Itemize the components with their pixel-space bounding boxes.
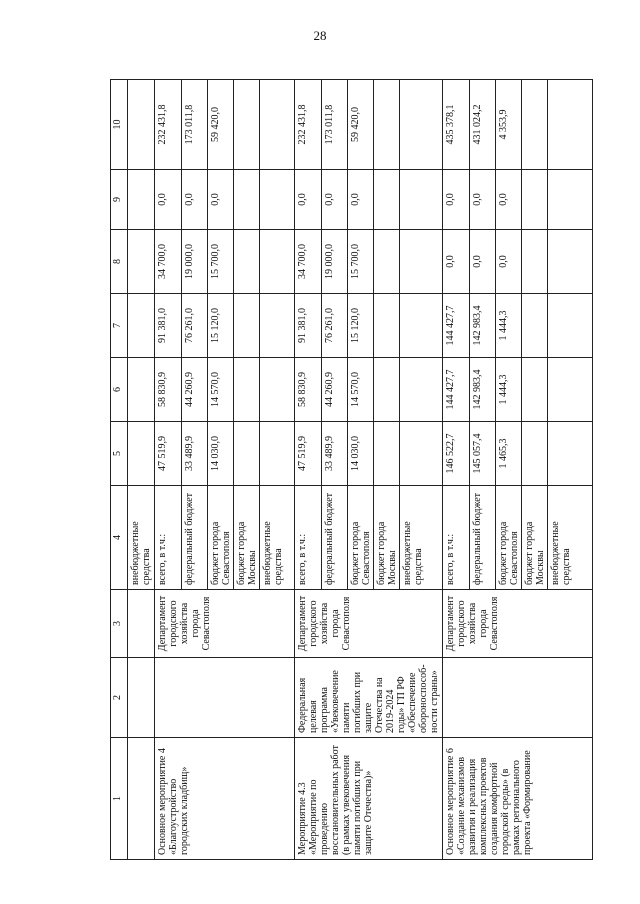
amount-value: 1 465,3 [495,422,521,485]
funding-source: всего, в т.ч.: [157,533,168,585]
amount-value: 0,0 [321,170,347,229]
column-number: 2 [111,658,128,738]
amount-cell-c6 [295,358,443,422]
amount-value: 4 353,9 [495,80,521,169]
table-cell [128,590,155,658]
amount-cell-c7 [295,294,443,358]
funding-source: бюджет города Севастополя [347,486,373,589]
column-number: 3 [111,590,128,658]
amount-value [521,358,547,421]
funding-sources-cell [443,486,593,590]
program-cell [155,658,295,738]
table-cell [128,738,155,860]
amount-value: 1 444,3 [495,358,521,421]
amount-value: 0,0 [495,170,521,229]
amount-value: 173 011,8 [321,80,347,169]
amount-value: 44 260,9 [321,358,347,421]
amount-value: 14 030,0 [207,422,233,485]
amount-value [233,358,259,421]
amount-value [233,170,259,229]
amount-value [373,294,399,357]
amount-value [521,422,547,485]
funding-source: внебюджетные средства [399,486,425,589]
amount-value: 1 444,3 [495,294,521,357]
funding-source: бюджет города Москвы [233,486,259,589]
amount-value: 33 489,9 [321,422,347,485]
funding-source-cell: внебюджетные средства [128,486,155,590]
amount-value: 58 830,9 [157,372,168,407]
amount-cell-c7 [155,294,295,358]
activity-name-cell: Основное мероприятие 4 «Благоустройство городских кладбищ» [155,738,295,860]
column-number: 1 [111,738,128,860]
amount-cell-c9 [295,170,443,230]
amount-value [521,80,547,169]
funding-source: федеральный бюджет [181,486,207,589]
amount-cell-c8 [295,230,443,294]
activity-name-cell: Основное мероприятие 6 «Создание механизмов развития и реализация комплексных проектов создания комфортной городской среды» (в рамках регионального проекта «Формирование [443,738,593,860]
funding-source: бюджет города Москвы [373,486,399,589]
amount-value: 0,0 [347,170,373,229]
amount-value: 15 120,0 [207,294,233,357]
amount-cell-c6 [443,358,593,422]
amount-cell-c8 [443,230,593,294]
amount-value [233,80,259,169]
page-number: 28 [313,28,327,43]
funding-source: всего, в т.ч.: [297,533,308,585]
funding-source: бюджет города Москвы [521,486,547,589]
amount-value [259,294,285,357]
amount-value: 144 427,7 [445,305,456,346]
amount-value: 0,0 [157,193,168,206]
amount-value [547,170,573,229]
table-row [295,80,443,860]
amount-value [233,230,259,293]
funding-source: внебюджетные средства [259,486,285,589]
table-cell [128,294,155,358]
amount-value [373,170,399,229]
amount-value: 173 011,8 [181,80,207,169]
funding-source: внебюджетные средства [547,486,573,589]
amount-value: 0,0 [297,193,308,206]
amount-value [399,170,425,229]
amount-value [521,230,547,293]
amount-value: 59 420,0 [207,80,233,169]
amount-cell-c7 [443,294,593,358]
amount-cell-c8 [155,230,295,294]
table-cell [128,658,155,738]
amount-value: 145 057,4 [469,422,495,485]
amount-value [399,358,425,421]
amount-value: 14 030,0 [347,422,373,485]
executor-cell: Департамент городского хозяйства города Севастополя [443,590,593,658]
amount-value [233,294,259,357]
amount-value: 146 522,7 [445,433,456,474]
column-number-row [111,80,128,860]
column-number: 10 [111,80,128,170]
amount-value: 0,0 [181,170,207,229]
amount-cell-c5 [155,422,295,486]
program-cell [443,658,593,738]
amount-value [521,294,547,357]
table-cell [128,358,155,422]
amount-value: 58 830,9 [297,372,308,407]
amount-value: 232 431,8 [157,104,168,145]
table-cell [128,80,155,170]
amount-value: 91 381,0 [157,308,168,343]
amount-value: 14 570,0 [347,358,373,421]
amount-value: 91 381,0 [297,308,308,343]
amount-cell-c6 [155,358,295,422]
activity-name-cell: Мероприятие 4.3 «Мероприятие по проведению восстановительных работ (в рамках увековечения памяти погибших при защите Отечества)» [295,738,443,860]
amount-value: 44 260,9 [181,358,207,421]
amount-cell-c10 [443,80,593,170]
funding-source: бюджет города Севастополя [495,486,521,589]
amount-value: 47 519,9 [297,436,308,471]
amount-value: 14 570,0 [207,358,233,421]
amount-value [373,80,399,169]
amount-cell-c10 [155,80,295,170]
amount-value [399,80,425,169]
amount-value [399,294,425,357]
amount-value: 431 024,2 [469,80,495,169]
amount-value [547,230,573,293]
amount-value: 0,0 [207,170,233,229]
table-cell [128,230,155,294]
table-body [155,80,593,860]
amount-value [259,358,285,421]
rotated-table-wrapper [110,80,572,860]
amount-cell-c5 [443,422,593,486]
amount-value: 76 261,0 [181,294,207,357]
amount-cell-c5 [295,422,443,486]
amount-value [373,358,399,421]
amount-value: 34 700,0 [157,244,168,279]
column-number: 9 [111,170,128,230]
amount-value [399,230,425,293]
amount-value: 0,0 [469,230,495,293]
amount-value: 0,0 [445,193,456,206]
funding-sources-cell [155,486,295,590]
amount-value: 59 420,0 [347,80,373,169]
amount-value: 76 261,0 [321,294,347,357]
amount-cell-c9 [443,170,593,230]
amount-value: 435 378,1 [445,104,456,145]
amount-value [547,422,573,485]
amount-value: 0,0 [469,170,495,229]
amount-value: 19 000,0 [321,230,347,293]
amount-value [259,422,285,485]
column-number: 4 [111,486,128,590]
amount-value: 34 700,0 [297,244,308,279]
table-row [443,80,593,860]
continuation-row [128,80,155,860]
amount-value: 0,0 [445,255,456,268]
amount-value [547,80,573,169]
amount-value [521,170,547,229]
program-cell: Федеральная целевая программа «Увековечение памяти погибших при защите Отечества на 2019-2024 годы» ГП РФ «Обеспечение обороноспособ-ности страны» [295,658,443,738]
amount-cell-c10 [295,80,443,170]
amount-value: 142 983,4 [469,294,495,357]
funding-sources-cell [295,486,443,590]
amount-value [547,294,573,357]
amount-value [259,80,285,169]
amount-value [259,170,285,229]
column-number: 5 [111,422,128,486]
amount-value: 15 700,0 [207,230,233,293]
column-number: 8 [111,230,128,294]
funding-source: федеральный бюджет [469,486,495,589]
amount-value [233,422,259,485]
amount-value: 0,0 [495,230,521,293]
amount-value [259,230,285,293]
amount-value: 232 431,8 [297,104,308,145]
amount-value: 33 489,9 [181,422,207,485]
amount-value [373,230,399,293]
amount-value: 144 427,7 [445,369,456,410]
table-cell [128,170,155,230]
table-cell [128,422,155,486]
executor-cell: Департамент городского хозяйства города Севастополя [295,590,443,658]
amount-cell-c9 [155,170,295,230]
budget-table [110,79,593,860]
funding-source: всего, в т.ч.: [445,533,456,585]
amount-value [399,422,425,485]
column-number: 6 [111,358,128,422]
funding-source: федеральный бюджет [321,486,347,589]
amount-value: 15 700,0 [347,230,373,293]
amount-value: 19 000,0 [181,230,207,293]
amount-value: 47 519,9 [157,436,168,471]
funding-source: бюджет города Севастополя [207,486,233,589]
column-number: 7 [111,294,128,358]
executor-cell: Департамент городского хозяйства города Севастополя [155,590,295,658]
amount-value [547,358,573,421]
amount-value: 15 120,0 [347,294,373,357]
amount-value [373,422,399,485]
amount-value: 142 983,4 [469,358,495,421]
table-row [155,80,295,860]
